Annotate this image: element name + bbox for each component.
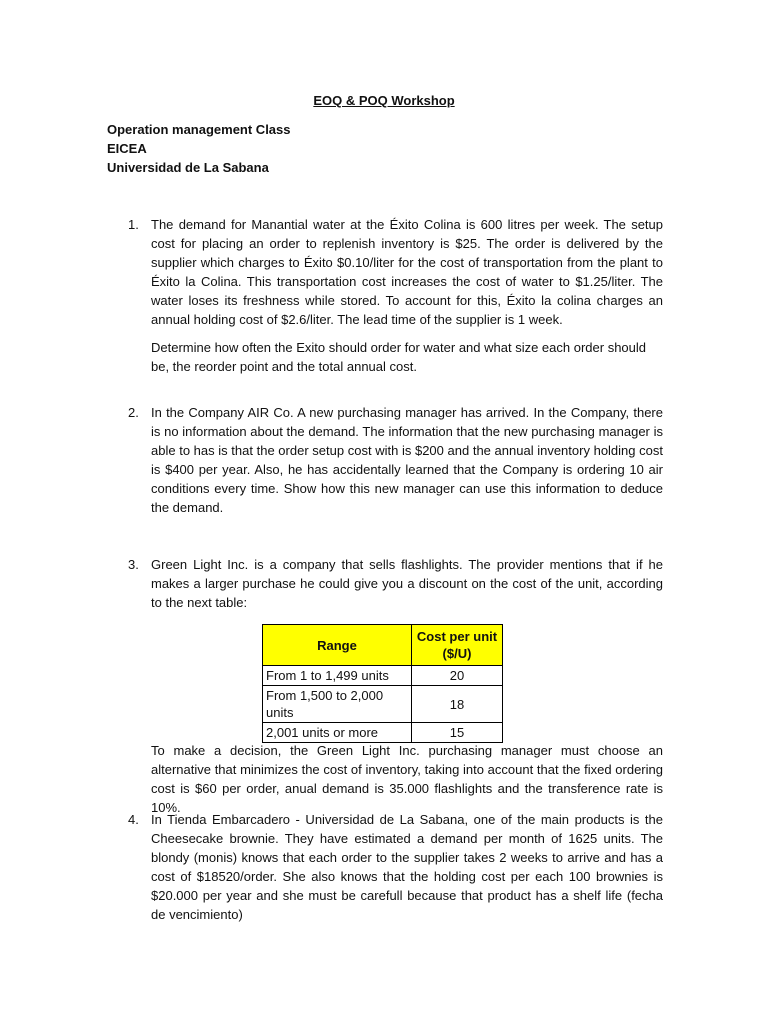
header-faculty: EICEA xyxy=(107,141,147,156)
table-header-row xyxy=(263,625,503,666)
table-cell-range: From 1 to 1,499 units xyxy=(263,666,412,686)
table-row xyxy=(263,723,503,743)
discount-table xyxy=(262,624,503,743)
table-header-range: Range xyxy=(263,625,412,666)
question-text: Green Light Inc. is a company that sells flashlights. The provider mentions that if he makes a larger purchase he could give you a discount on the cost of the unit, according to the next table: xyxy=(151,557,663,610)
document-title: EOQ & POQ Workshop xyxy=(313,93,455,108)
table-cell-range: 2,001 units or more xyxy=(263,723,412,743)
question-text: The demand for Manantial water at the Éxito Colina is 600 litres per week. The setup cost for placing an order to replenish inventory is $25. The order is delivered by the supplier which charges to Éxito $0.10/liter for the cost of transportation from the plant to Éxito la Colina. This transportation cost increases the cost of water to $1.25/liter. The water loses its freshness while stored. To account for this, Éxito la colina charges an annual holding cost of $2.6/liter. The lead time of the supplier is 1 week. xyxy=(151,217,663,327)
question-2 xyxy=(128,403,663,517)
question-1 xyxy=(128,215,663,376)
table-cell-cost: 15 xyxy=(412,723,503,743)
table-cell-cost: 18 xyxy=(412,686,503,723)
table-header-cost: Cost per unit ($/U) xyxy=(412,625,503,666)
table-row xyxy=(263,666,503,686)
question-task: Determine how often the Exito should order for water and what size each order should be, the reorder point and the total annual cost. xyxy=(151,340,646,374)
question-number: 2. xyxy=(128,405,139,420)
question-text: In the Company AIR Co. A new purchasing manager has arrived. In the Company, there is no information about the demand. The information that the new purchasing manager is able to has is that the order setup cost with is $200 and the annual inventory holding cost is $400 per year. Also, he has accidentally learned that the Company is ordering 10 air conditions every time. Show how this new manager can use this information to deduce the demand. xyxy=(151,405,663,515)
question-3-followup: To make a decision, the Green Light Inc. purchasing manager must choose an alternative that minimizes the cost of inventory, taking into account that the fixed ordering cost is $60 per order, anual demand is 35.000 flashlights and the transference rate is 10%. xyxy=(151,743,663,815)
question-number: 3. xyxy=(128,557,139,572)
table-cell-cost: 20 xyxy=(412,666,503,686)
table-cell-range: From 1,500 to 2,000 units xyxy=(263,686,412,723)
question-4 xyxy=(128,810,663,924)
header-university: Universidad de La Sabana xyxy=(107,160,269,175)
question-number: 4. xyxy=(128,812,139,827)
question-number: 1. xyxy=(128,217,139,232)
question-3 xyxy=(128,555,663,612)
question-text: In Tienda Embarcadero - Universidad de La Sabana, one of the main products is the Cheesecake brownie. They have estimated a demand per month of 1625 units. The blondy (monis) knows that each order to the supplier takes 2 weeks to arrive and has a cost of $18520/order. She also knows that the holding cost per each 100 brownies is $20.000 per year and she must be carefull because that product has a shelf life (fecha de vencimiento) xyxy=(151,812,663,922)
table-row xyxy=(263,686,503,723)
header-class: Operation management Class xyxy=(107,122,291,137)
header-block xyxy=(107,120,291,177)
